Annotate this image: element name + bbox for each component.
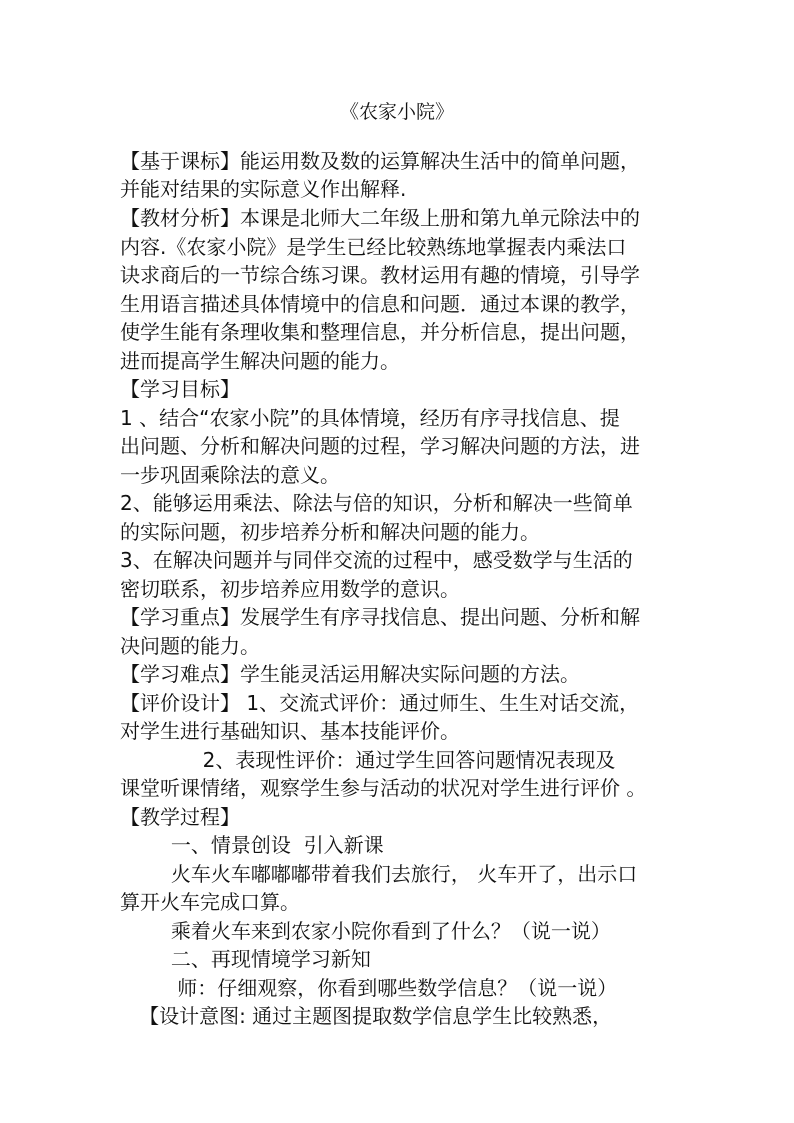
text-line: 对学生进行基础知识、基本技能评价。	[120, 719, 460, 743]
text-line: 密切联系，初步培养应用数学的意识。	[120, 577, 460, 601]
section-heading: 【教学过程】	[120, 805, 240, 829]
document-title: 《农家小院》	[339, 101, 454, 123]
text-line: 并能对结果的实际意义作出解释.	[120, 177, 407, 201]
text-line: 师：仔细观察，你看到哪些数学信息？（说一说）	[120, 976, 618, 1000]
text-line: 【教材分析】本课是北师大二年级上册和第九单元除法中的	[120, 206, 640, 230]
text-line: 【学习难点】学生能灵活运用解决实际问题的方法。	[120, 662, 580, 686]
text-line: 【学习重点】发展学生有序寻找信息、提出问题、分析和解	[120, 605, 640, 629]
text-line: 进而提高学生解决问题的能力。	[120, 349, 400, 373]
text-line: 的实际问题，初步培养分析和解决问题的能力。	[120, 520, 540, 544]
text-line: 【基于课标】能运用数及数的运算解决生活中的简单问题，	[120, 149, 640, 173]
text-line: 一步巩固乘除法的意义。	[120, 463, 340, 487]
text-line: 二、再现情境学习新知	[120, 947, 371, 971]
text-line: 2、表现性评价：通过学生回答问题情况表现及	[120, 748, 616, 772]
text-line: 生用语言描述具体情境中的信息和问题．通过本课的教学，	[120, 292, 640, 316]
section-heading: 【学习目标】	[120, 377, 240, 401]
text-line: 火车火车嘟嘟嘟带着我们去旅行， 火车开了，出示口	[120, 862, 638, 886]
text-line: 【评价设计】 1、交流式评价：通过师生、生生对话交流，	[120, 691, 640, 715]
text-line: 乘着火车来到农家小院你看到了什么？（说一说）	[120, 919, 611, 943]
text-line: 内容.《农家小院》是学生已经比较熟练地掌握表内乘法口	[120, 235, 627, 259]
text-line: 一、情景创设 引入新课	[120, 833, 384, 857]
text-line: 决问题的能力。	[120, 634, 260, 658]
text-line: 课堂听课情绪，观察学生参与活动的状况对学生进行评价 。	[120, 776, 647, 800]
text-line: 诀求商后的一节综合练习课。教材运用有趣的情境，引导学	[120, 263, 640, 287]
text-line: 2、能够运用乘法、除法与倍的知识，分析和解决一些简单	[120, 491, 633, 515]
text-line: 算开火车完成口算。	[120, 890, 300, 914]
text-line: 【设计意图: 通过主题图提取数学信息学生比较熟悉，	[120, 1004, 613, 1028]
text-line: 1 、结合“农家小院”的具体情境，经历有序寻找信息、提	[120, 406, 620, 430]
text-line: 使学生能有条理收集和整理信息，并分析信息，提出问题，	[120, 320, 640, 344]
text-line: 3、在解决问题并与同伴交流的过程中，感受数学与生活的	[120, 548, 633, 572]
text-line: 出问题、分析和解决问题的过程，学习解决问题的方法，进	[120, 434, 640, 458]
